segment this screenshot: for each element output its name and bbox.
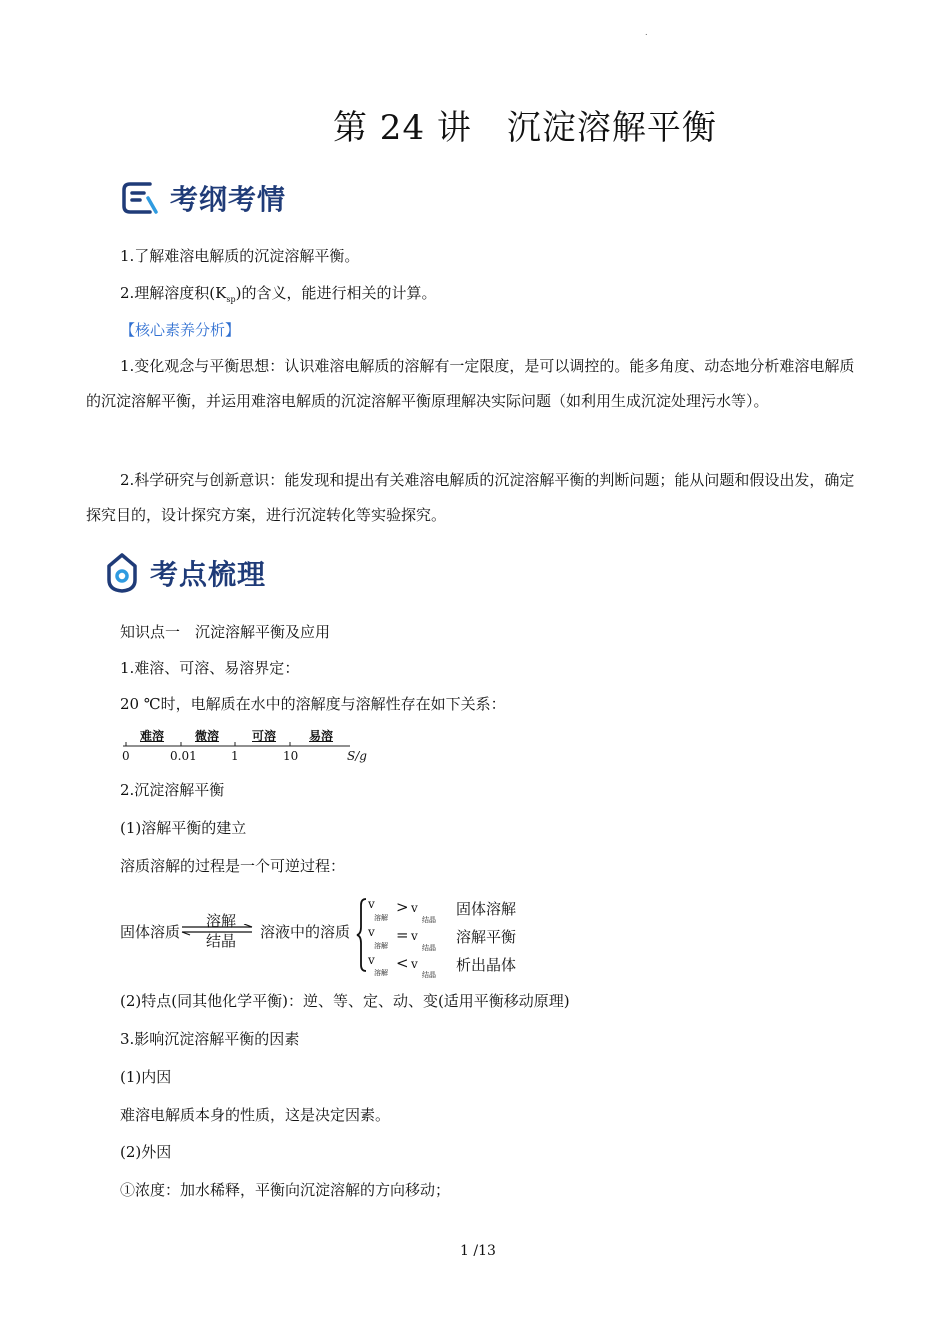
eq-sub-dissolve: 溶解 bbox=[374, 969, 388, 977]
eq-sub-dissolve: 溶解 bbox=[374, 942, 388, 950]
scale-label-nanrong: 难溶 bbox=[140, 729, 165, 743]
subtopic-3-2: (2)外因 bbox=[120, 1143, 172, 1161]
scale-label-yirong: 易溶 bbox=[309, 729, 334, 743]
eq-solid-solute: 固体溶质 bbox=[120, 923, 181, 941]
objective-2 bbox=[120, 282, 436, 304]
subtopic-2-2: (2)特点(同其他化学平衡)：逆、等、定、动、变(适用平衡移动原理) bbox=[120, 992, 570, 1010]
ksp-prefix: 2.理解溶度积(K bbox=[120, 284, 227, 302]
scale-tick-0: 0 bbox=[122, 749, 130, 763]
reversible-process: 溶质溶解的过程是一个可逆过程： bbox=[120, 857, 346, 875]
subtopic-3: 3.影响沉淀溶解平衡的因素 bbox=[120, 1030, 300, 1048]
eq-operator: = bbox=[396, 926, 409, 944]
ksp-suffix: )的含义，能进行相关的计算。 bbox=[235, 284, 437, 302]
eq-v-crystal: v bbox=[411, 901, 418, 915]
eq-sub-dissolve: 溶解 bbox=[374, 914, 388, 922]
scale-tick-1: 1 bbox=[231, 749, 239, 763]
eq-result: 析出晶体 bbox=[456, 956, 517, 974]
eq-sub-crystal: 结晶 bbox=[422, 944, 436, 952]
location-pin-icon bbox=[104, 552, 140, 594]
page-number: 1 /13 bbox=[460, 1243, 496, 1259]
ksp-subscript: sp bbox=[226, 295, 236, 304]
header-dot: . bbox=[645, 28, 648, 37]
section-heading: 考纲考情 bbox=[170, 183, 287, 216]
core-para-2: 2.科学研究与创新意识：能发现和提出有关难溶电解质的沉淀溶解平衡的判断问题；能从问题和假设出发，确定探究目的，设计探究方案，进行沉淀转化等实验探究。 bbox=[86, 471, 855, 524]
eq-operator: < bbox=[396, 954, 409, 972]
knowledge-point-title: 知识点一 沉淀溶解平衡及应用 bbox=[120, 623, 331, 641]
section-banner-kaogang bbox=[120, 178, 286, 218]
eq-solution-solute: 溶液中的溶质 bbox=[260, 923, 351, 941]
solubility-scale bbox=[120, 724, 370, 768]
internal-cause: 难溶电解质本身的性质，这是决定因素。 bbox=[120, 1106, 391, 1124]
eq-v-dissolve: v bbox=[368, 953, 375, 967]
eq-v-crystal: v bbox=[411, 929, 418, 943]
eq-sub-crystal: 结晶 bbox=[422, 916, 436, 924]
section-banner-kaodian bbox=[104, 552, 266, 594]
eq-result: 溶解平衡 bbox=[456, 928, 517, 946]
eq-arrow-crystallize: 结晶 bbox=[206, 932, 237, 950]
subtopic-1: 1.难溶、可溶、易溶界定： bbox=[120, 659, 300, 677]
scale-axis-unit: S/g bbox=[347, 749, 367, 763]
eq-sub-crystal: 结晶 bbox=[422, 971, 436, 979]
outline-list-icon bbox=[120, 178, 160, 218]
eq-v-crystal: v bbox=[411, 957, 418, 971]
eq-v-dissolve: v bbox=[368, 925, 375, 939]
eq-result: 固体溶解 bbox=[456, 900, 517, 918]
subtopic-2-1: (1)溶解平衡的建立 bbox=[120, 819, 247, 837]
scale-tick-001: 0.01 bbox=[170, 749, 197, 763]
core-para-1: 1.变化观念与平衡思想：认识难溶电解质的溶解有一定限度，是可以调控的。能多角度、动态地分析难溶电解质的沉淀溶解平衡，并运用难溶电解质的沉淀溶解平衡原理解决实际问题（如利用生成沉淀处理污水等）。 bbox=[86, 357, 855, 410]
solubility-intro: 20 ℃时，电解质在水中的溶解度与溶解性存在如下关系： bbox=[120, 695, 506, 713]
section-heading: 考点梳理 bbox=[150, 558, 267, 591]
scale-label-weirong: 微溶 bbox=[195, 729, 220, 743]
eq-arrow-dissolve: 溶解 bbox=[206, 912, 237, 930]
subtopic-3-1: (1)内因 bbox=[120, 1068, 172, 1086]
core-literacy-label: 【核心素养分析】 bbox=[120, 321, 241, 339]
concentration-factor: ①浓度：加水稀释，平衡向沉淀溶解的方向移动； bbox=[120, 1181, 451, 1199]
equilibrium-diagram bbox=[120, 895, 540, 979]
left-brace-icon bbox=[356, 897, 368, 973]
objective-1: 1.了解难溶电解质的沉淀溶解平衡。 bbox=[120, 247, 360, 265]
eq-operator: > bbox=[396, 898, 409, 916]
scale-tick-10: 10 bbox=[283, 749, 299, 763]
eq-v-dissolve: v bbox=[368, 897, 375, 911]
scale-label-kerong: 可溶 bbox=[252, 729, 277, 743]
subtopic-2: 2.沉淀溶解平衡 bbox=[120, 781, 225, 799]
page-title: 第 24 讲 沉淀溶解平衡 bbox=[333, 108, 717, 148]
